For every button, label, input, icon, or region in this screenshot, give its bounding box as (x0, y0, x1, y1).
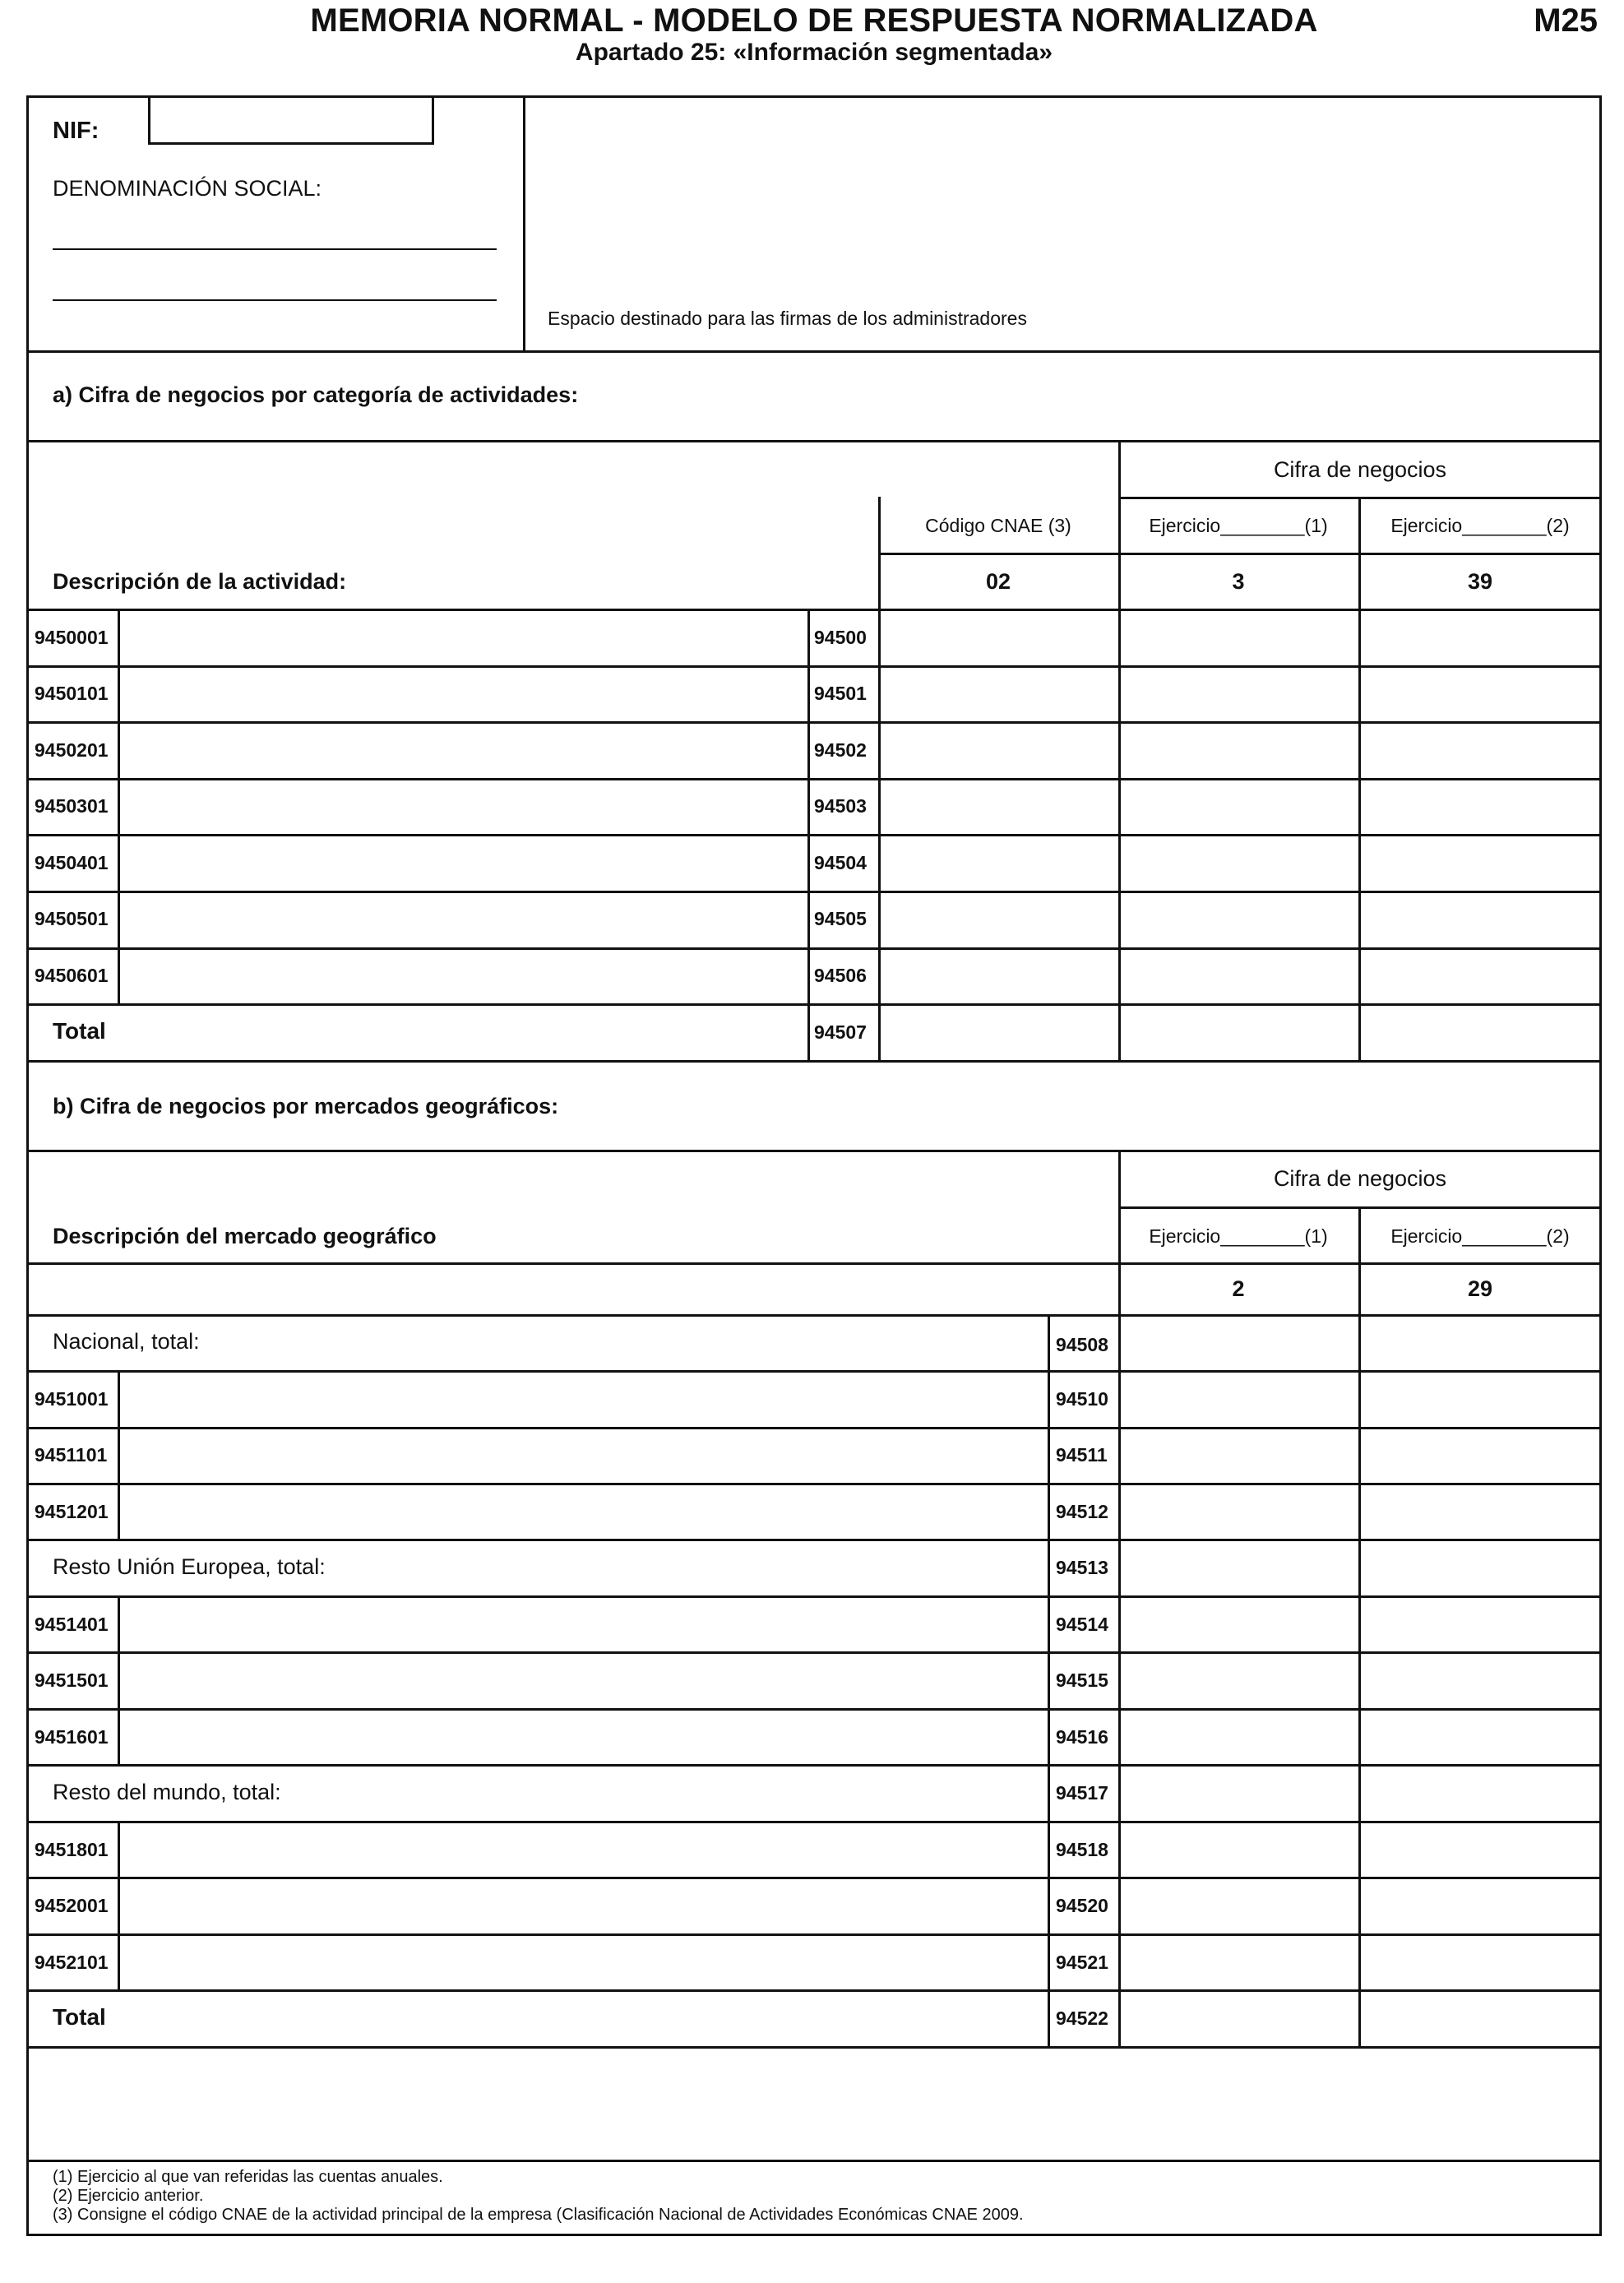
cnae-input-column[interactable] (881, 612, 1117, 1058)
signature-area[interactable] (526, 99, 1599, 349)
row-code: 9451801 (35, 1839, 109, 1860)
section-b-col-code-ej2: 29 (1467, 1276, 1493, 1301)
box-code: 94516 (1056, 1726, 1108, 1748)
subtotal-label: Nacional, total: (53, 1329, 200, 1354)
row-code: 9450001 (35, 627, 109, 648)
denominacion-line-1[interactable] (53, 248, 497, 250)
signature-note: Espacio destinado para las firmas de los administradores (548, 308, 1027, 329)
box-code: 94506 (814, 965, 867, 986)
section-b-description-label: Descripción del mercado geográfico (53, 1224, 437, 1248)
box-code: 94513 (1056, 1557, 1108, 1578)
section-a-cnae-label: Código CNAE (3) (925, 515, 1071, 536)
box-code: 94504 (814, 852, 867, 873)
box-code: 94521 (1056, 1952, 1108, 1973)
ejercicio1-input-column[interactable] (1122, 612, 1357, 1058)
section-b-cifra-label: Cifra de negocios (1273, 1166, 1447, 1191)
page-title: MEMORIA NORMAL - MODELO DE RESPUESTA NORMALIZADA (310, 2, 1318, 39)
nif-label: NIF: (53, 118, 99, 144)
row-code: 9450601 (35, 965, 109, 986)
denominacion-line-2[interactable] (53, 299, 497, 301)
box-code: 94511 (1056, 1444, 1108, 1466)
box-code: 94517 (1056, 1782, 1108, 1804)
section-b-total-label: Total (53, 2004, 106, 2030)
row-code: 9450501 (35, 908, 109, 929)
box-code: 94500 (814, 627, 867, 648)
activity-description-field[interactable] (121, 612, 806, 665)
market-description-field[interactable] (121, 1880, 1046, 1933)
ejercicio2-input-column[interactable] (1362, 1317, 1598, 2045)
box-code: 94514 (1056, 1614, 1108, 1635)
market-description-field[interactable] (121, 1599, 1046, 1651)
subtotal-label: Resto Unión Europea, total: (53, 1554, 326, 1579)
section-a-total-label: Total (53, 1018, 106, 1044)
section-a-description-label: Descripción de la actividad: (53, 569, 347, 594)
activity-description-field[interactable] (121, 950, 806, 1003)
section-b-heading: b) Cifra de negocios por mercados geográficos: (53, 1094, 559, 1118)
row-code: 9452101 (35, 1952, 109, 1973)
notes-area[interactable] (30, 2049, 1599, 2158)
box-code: 94502 (814, 739, 867, 761)
activity-description-field[interactable] (121, 837, 806, 890)
box-code: 94520 (1056, 1895, 1108, 1916)
section-a-total-box: 94507 (814, 1021, 867, 1043)
nif-input[interactable] (148, 95, 434, 145)
activity-description-field[interactable] (121, 668, 806, 720)
row-code: 9450401 (35, 852, 109, 873)
section-a-cifra-label: Cifra de negocios (1273, 457, 1447, 482)
section-a-col-code-ej1: 3 (1232, 569, 1245, 594)
section-b-ejercicio1-label: Ejercicio________(1) (1149, 1225, 1328, 1247)
row-code: 9451201 (35, 1501, 109, 1522)
market-description-field[interactable] (121, 1824, 1046, 1877)
section-a-ejercicio1-label: Ejercicio________(1) (1149, 515, 1328, 536)
denominacion-label: DENOMINACIÓN SOCIAL: (53, 176, 322, 201)
section-b-col-code-ej1: 2 (1232, 1276, 1245, 1301)
row-code: 9450301 (35, 795, 109, 817)
row-code: 9451501 (35, 1669, 109, 1691)
footnote-2: (2) Ejercicio anterior. (53, 2187, 204, 2205)
row-code: 9451401 (35, 1614, 109, 1635)
market-description-field[interactable] (121, 1655, 1046, 1707)
section-a-ejercicio2-label: Ejercicio________(2) (1390, 515, 1570, 536)
row-code: 9452001 (35, 1895, 109, 1916)
row-code: 9451601 (35, 1726, 109, 1748)
market-description-field[interactable] (121, 1429, 1046, 1482)
ejercicio2-input-column[interactable] (1362, 612, 1598, 1058)
footnote-1: (1) Ejercicio al que van referidas las cuentas anuales. (53, 2168, 443, 2186)
page-subtitle: Apartado 25: «Información segmentada» (575, 39, 1053, 66)
activity-description-field[interactable] (121, 780, 806, 833)
market-description-field[interactable] (121, 1937, 1046, 1989)
market-description-field[interactable] (121, 1711, 1046, 1764)
form-code: M25 (1534, 2, 1598, 39)
section-a-heading: a) Cifra de negocios por categoría de actividades: (53, 382, 579, 407)
row-code: 9451101 (35, 1444, 108, 1466)
box-code: 94512 (1056, 1501, 1108, 1522)
section-b-total-box: 94522 (1056, 2007, 1108, 2029)
box-code: 94515 (1056, 1669, 1108, 1691)
box-code: 94501 (814, 683, 867, 704)
box-code: 94505 (814, 908, 867, 929)
section-b-ejercicio2-label: Ejercicio________(2) (1390, 1225, 1570, 1247)
activity-description-field[interactable] (121, 893, 806, 946)
subtotal-label: Resto del mundo, total: (53, 1780, 281, 1804)
section-a-col-code-cnae: 02 (985, 569, 1011, 594)
ejercicio1-input-column[interactable] (1122, 1317, 1357, 2045)
market-description-field[interactable] (121, 1373, 1046, 1426)
box-code: 94503 (814, 795, 867, 817)
row-code: 9450201 (35, 739, 109, 761)
section-a-col-code-ej2: 39 (1467, 569, 1493, 594)
row-code: 9451001 (35, 1388, 109, 1410)
market-description-field[interactable] (121, 1486, 1046, 1539)
box-code: 94508 (1056, 1334, 1108, 1355)
box-code: 94510 (1056, 1388, 1108, 1410)
box-code: 94518 (1056, 1839, 1108, 1860)
row-code: 9450101 (35, 683, 109, 704)
footnote-3: (3) Consigne el código CNAE de la actividad principal de la empresa (Clasificación Nacional de Actividades Económicas CNAE 2009. (53, 2206, 1024, 2224)
activity-description-field[interactable] (121, 725, 806, 777)
